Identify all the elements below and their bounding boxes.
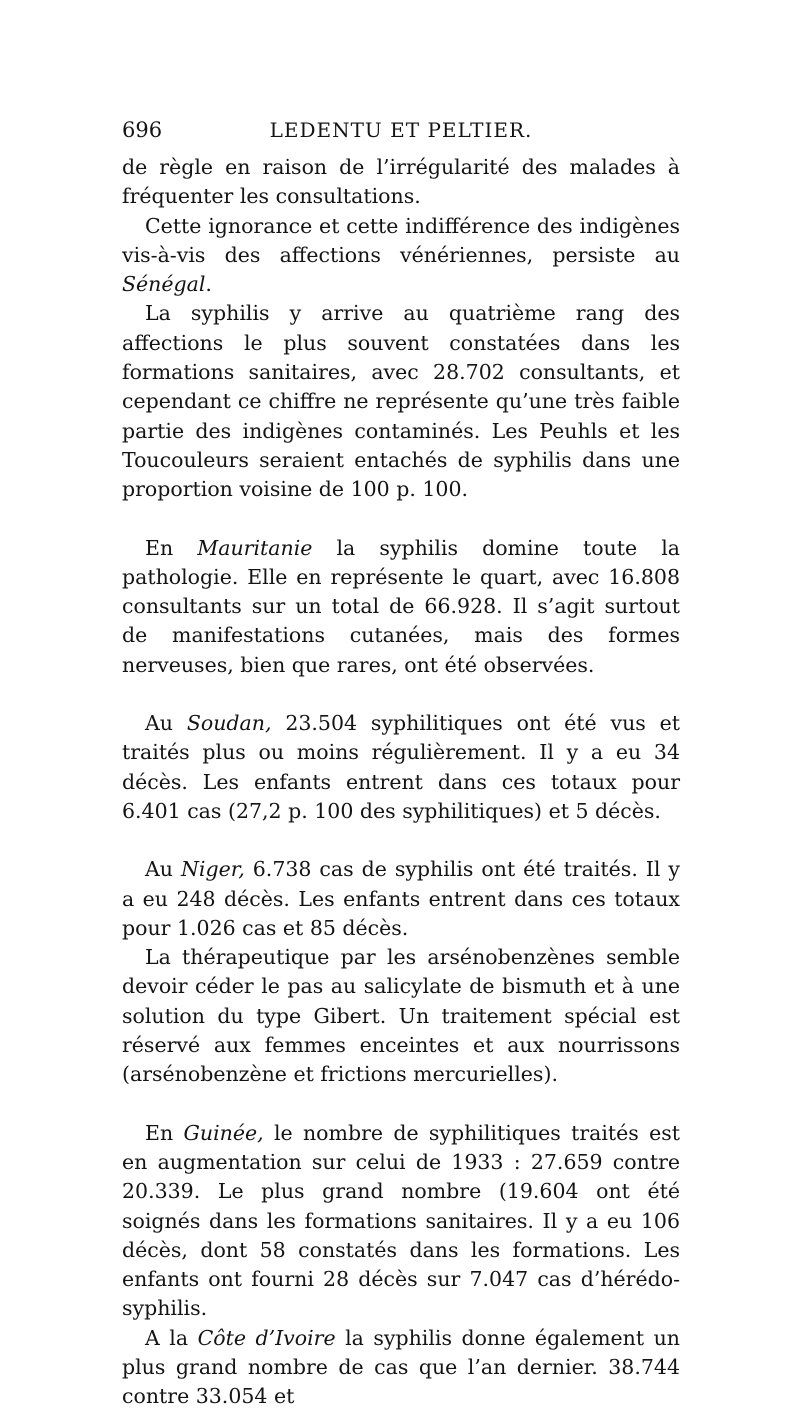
paragraph-therapeutique: La thérapeutique par les arsénobenzènes semble devoir céder le pas au salicylate de bismuth et à une solution du type Gibert. Un traitement spécial est réservé aux femmes enceintes et aux nourrissons (arsénobenzène et frictions mercurielles).: [122, 945, 680, 1087]
paragraph-niger: Au Niger, 6.738 cas de syphilis ont été traités. Il y a eu 248 décès. Les enfants entrent dans ces totaux pour 1.026 cas et 85 décès.: [122, 857, 681, 940]
place-cote-divoire: Côte d’Ivoire: [197, 1325, 336, 1350]
place-mauritanie: Mauritanie: [197, 535, 313, 560]
place-senegal: Sénégal: [122, 272, 206, 297]
paragraph-cote-divoire: A la Côte d’Ivoire la syphilis donne également un plus grand nombre de cas que l’an dernier. 38.744 contre 33.054 et: [122, 1325, 680, 1409]
place-niger: Niger,: [180, 857, 245, 882]
running-head: LEDENTU ET PELTIER.: [269, 118, 533, 142]
paragraph-syphilis-rank: La syphilis y arrive au quatrième rang des affections le plus souvent constatées dans les formations sanitaires, avec 28.702 consultants, et cependant ce chiffre ne représente qu’une très faible partie des indigènes contaminés. Les Peuhls et les Toucouleurs seraient entachés de syphilis dans une proportion voisine de 100 p. 100.: [122, 301, 680, 502]
place-soudan: Soudan,: [186, 711, 272, 736]
paragraph-mauritanie: En Mauritanie la syphilis domine toute la pathologie. Elle en représente le quart, avec 16.808 consultants sur un total de 66.928. Il s’agit surtout de manifestations cutanées, mais des formes nerveuses, bien que rares, ont été observées.: [122, 535, 680, 677]
paragraph-senegal: Cette ignorance et cette indifférence des indigènes vis-à-vis des affections vénériennes, persiste au Sénégal.: [122, 213, 680, 297]
paragraph-guinee: En Guinée, le nombre de syphilitiques traités est en augmentation sur celui de 1933 : 27.659 contre 20.339. Le plus grand nombre (19.604 ont été soignés dans les formations sanitaires. Il y a eu 106 décès, dont 58 constatés dans les formations. Les enfants ont fourni 28 décès sur 7.047 cas d’hérédo-syphilis.: [122, 1120, 681, 1321]
paragraph-soudan: Au Soudan, 23.504 syphilitiques ont été vus et traités plus ou moins régulièrement. Il y a eu 34 décès. Les enfants entrent dans ces totaux pour 6.401 cas (27,2 p. 100 des syphilitiques) et 5 décès.: [122, 711, 681, 823]
page-number: 696: [122, 118, 163, 142]
place-guinee: Guinée,: [183, 1120, 264, 1145]
paragraph-consultations: de règle en raison de l’irrégularité des malades à fréquenter les consultations.: [122, 155, 680, 209]
body-text: [122, 153, 680, 1412]
page-header: [122, 118, 680, 148]
